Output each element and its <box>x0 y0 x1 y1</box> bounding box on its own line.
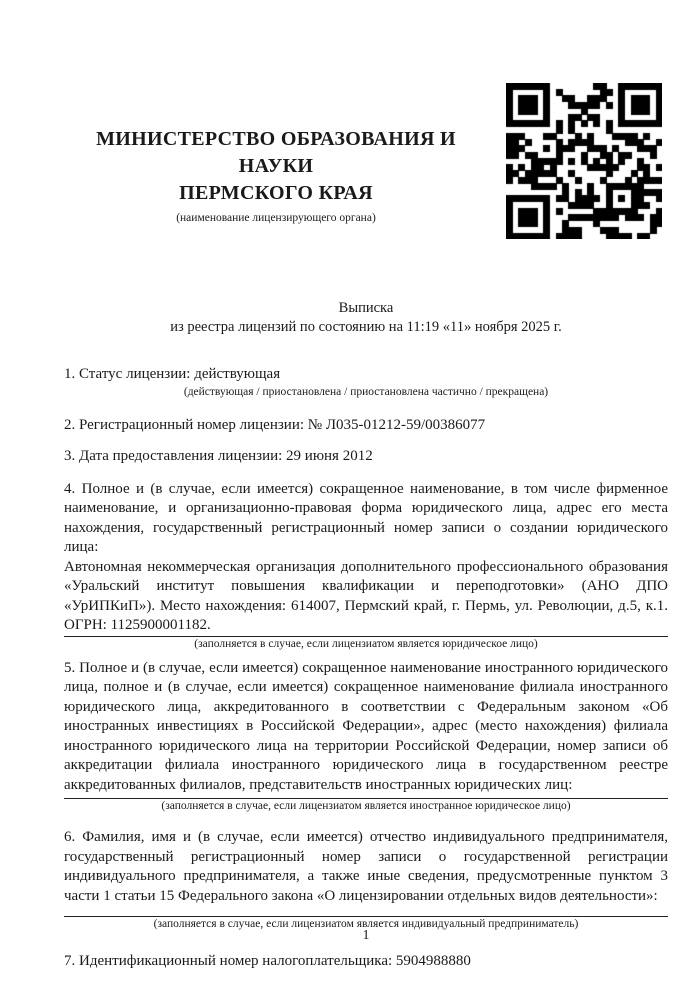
ministry-caption: (наименование лицензирующего органа) <box>176 212 376 224</box>
item-6-note: (заполняется в случае, если лицензиатом является индивидуальный предприниматель) <box>153 918 579 930</box>
item-3-license-date: 3. Дата предоставления лицензии: 29 июня 2012 <box>64 448 373 464</box>
item-4-legal-entity-value: Автономная некоммерческая организация дополнительного профессионального образования «Уральский институт повышения квалификации и переподготовки» (АНО ДПО «УрИПКиП»). Место нахождения: 614007, Пермский край, г. Пермь, ул. Революции, д.5, к.1. ОГРН: 1125900001182. <box>64 558 668 633</box>
page-number: 1 <box>362 928 370 943</box>
item-1-license-status: 1. Статус лицензии: действующая <box>64 366 281 382</box>
document-body <box>64 299 668 972</box>
item-1-note: (действующая / приостановлена / приостановлена частично / прекращена) <box>183 385 549 398</box>
item-4-legal-entity-label: 4. Полное и (в случае, если имеется) сокращенное наименование, в том числе фирменное наименование, и организационно-правовая форма юридического лица, адрес его места нахождения, государственный регистрационный номер записи о создании юридического лица: <box>64 480 668 555</box>
document-title: Выписка <box>338 300 394 316</box>
document-title-block <box>64 299 668 336</box>
item-2-registration-number: 2. Регистрационный номер лицензии: № Л035-01212-59/00386077 <box>64 416 486 433</box>
ministry-name-line1: МИНИСТЕРСТВО ОБРАЗОВАНИЯ И НАУКИ <box>96 128 456 177</box>
licensing-authority-header <box>64 126 488 225</box>
item-4-note: (заполняется в случае, если лицензиатом является юридическое лицо) <box>194 637 538 650</box>
document-subtitle: из реестра лицензий по состоянию на 11:19 «11» ноября 2025 г. <box>170 318 562 335</box>
item-7-taxpayer-number: 7. Идентификационный номер налогоплательщика: 5904988880 <box>64 953 471 969</box>
item-5-note: (заполняется в случае, если лицензиатом является иностранное юридическое лицо) <box>161 800 571 812</box>
item-5-foreign-entity-label: 5. Полное и (в случае, если имеется) сокращенное наименование иностранного юридического лица, полное и (в случае, если имеется) сокращенное наименование филиала иностранного юридического лица, аккредитованного в соответствии с Федеральным законом «Об иностранных инвестициях в Российской Федерации», адрес (место нахождения) филиала иностранного юридического лица на территории Российской Федерации, номер записи об аккредитации филиала иностранного юридического лица в государственном реестре аккредитованных филиалов, представительств иностранных юридических лиц: <box>64 659 668 793</box>
ministry-name-line2: ПЕРМСКОГО КРАЯ <box>179 182 373 204</box>
qr-code-icon <box>506 83 662 239</box>
item-6-entrepreneur-label: 6. Фамилия, имя и (в случае, если имеется) отчество индивидуального предпринимателя, государственный регистрационный номер записи о государственной регистрации индивидуального предпринимателя, а также иные сведения, предусмотренные пунктом 3 части 1 статьи 15 Федерального закона «О лицензировании отдельных видов деятельности»: <box>64 829 668 904</box>
